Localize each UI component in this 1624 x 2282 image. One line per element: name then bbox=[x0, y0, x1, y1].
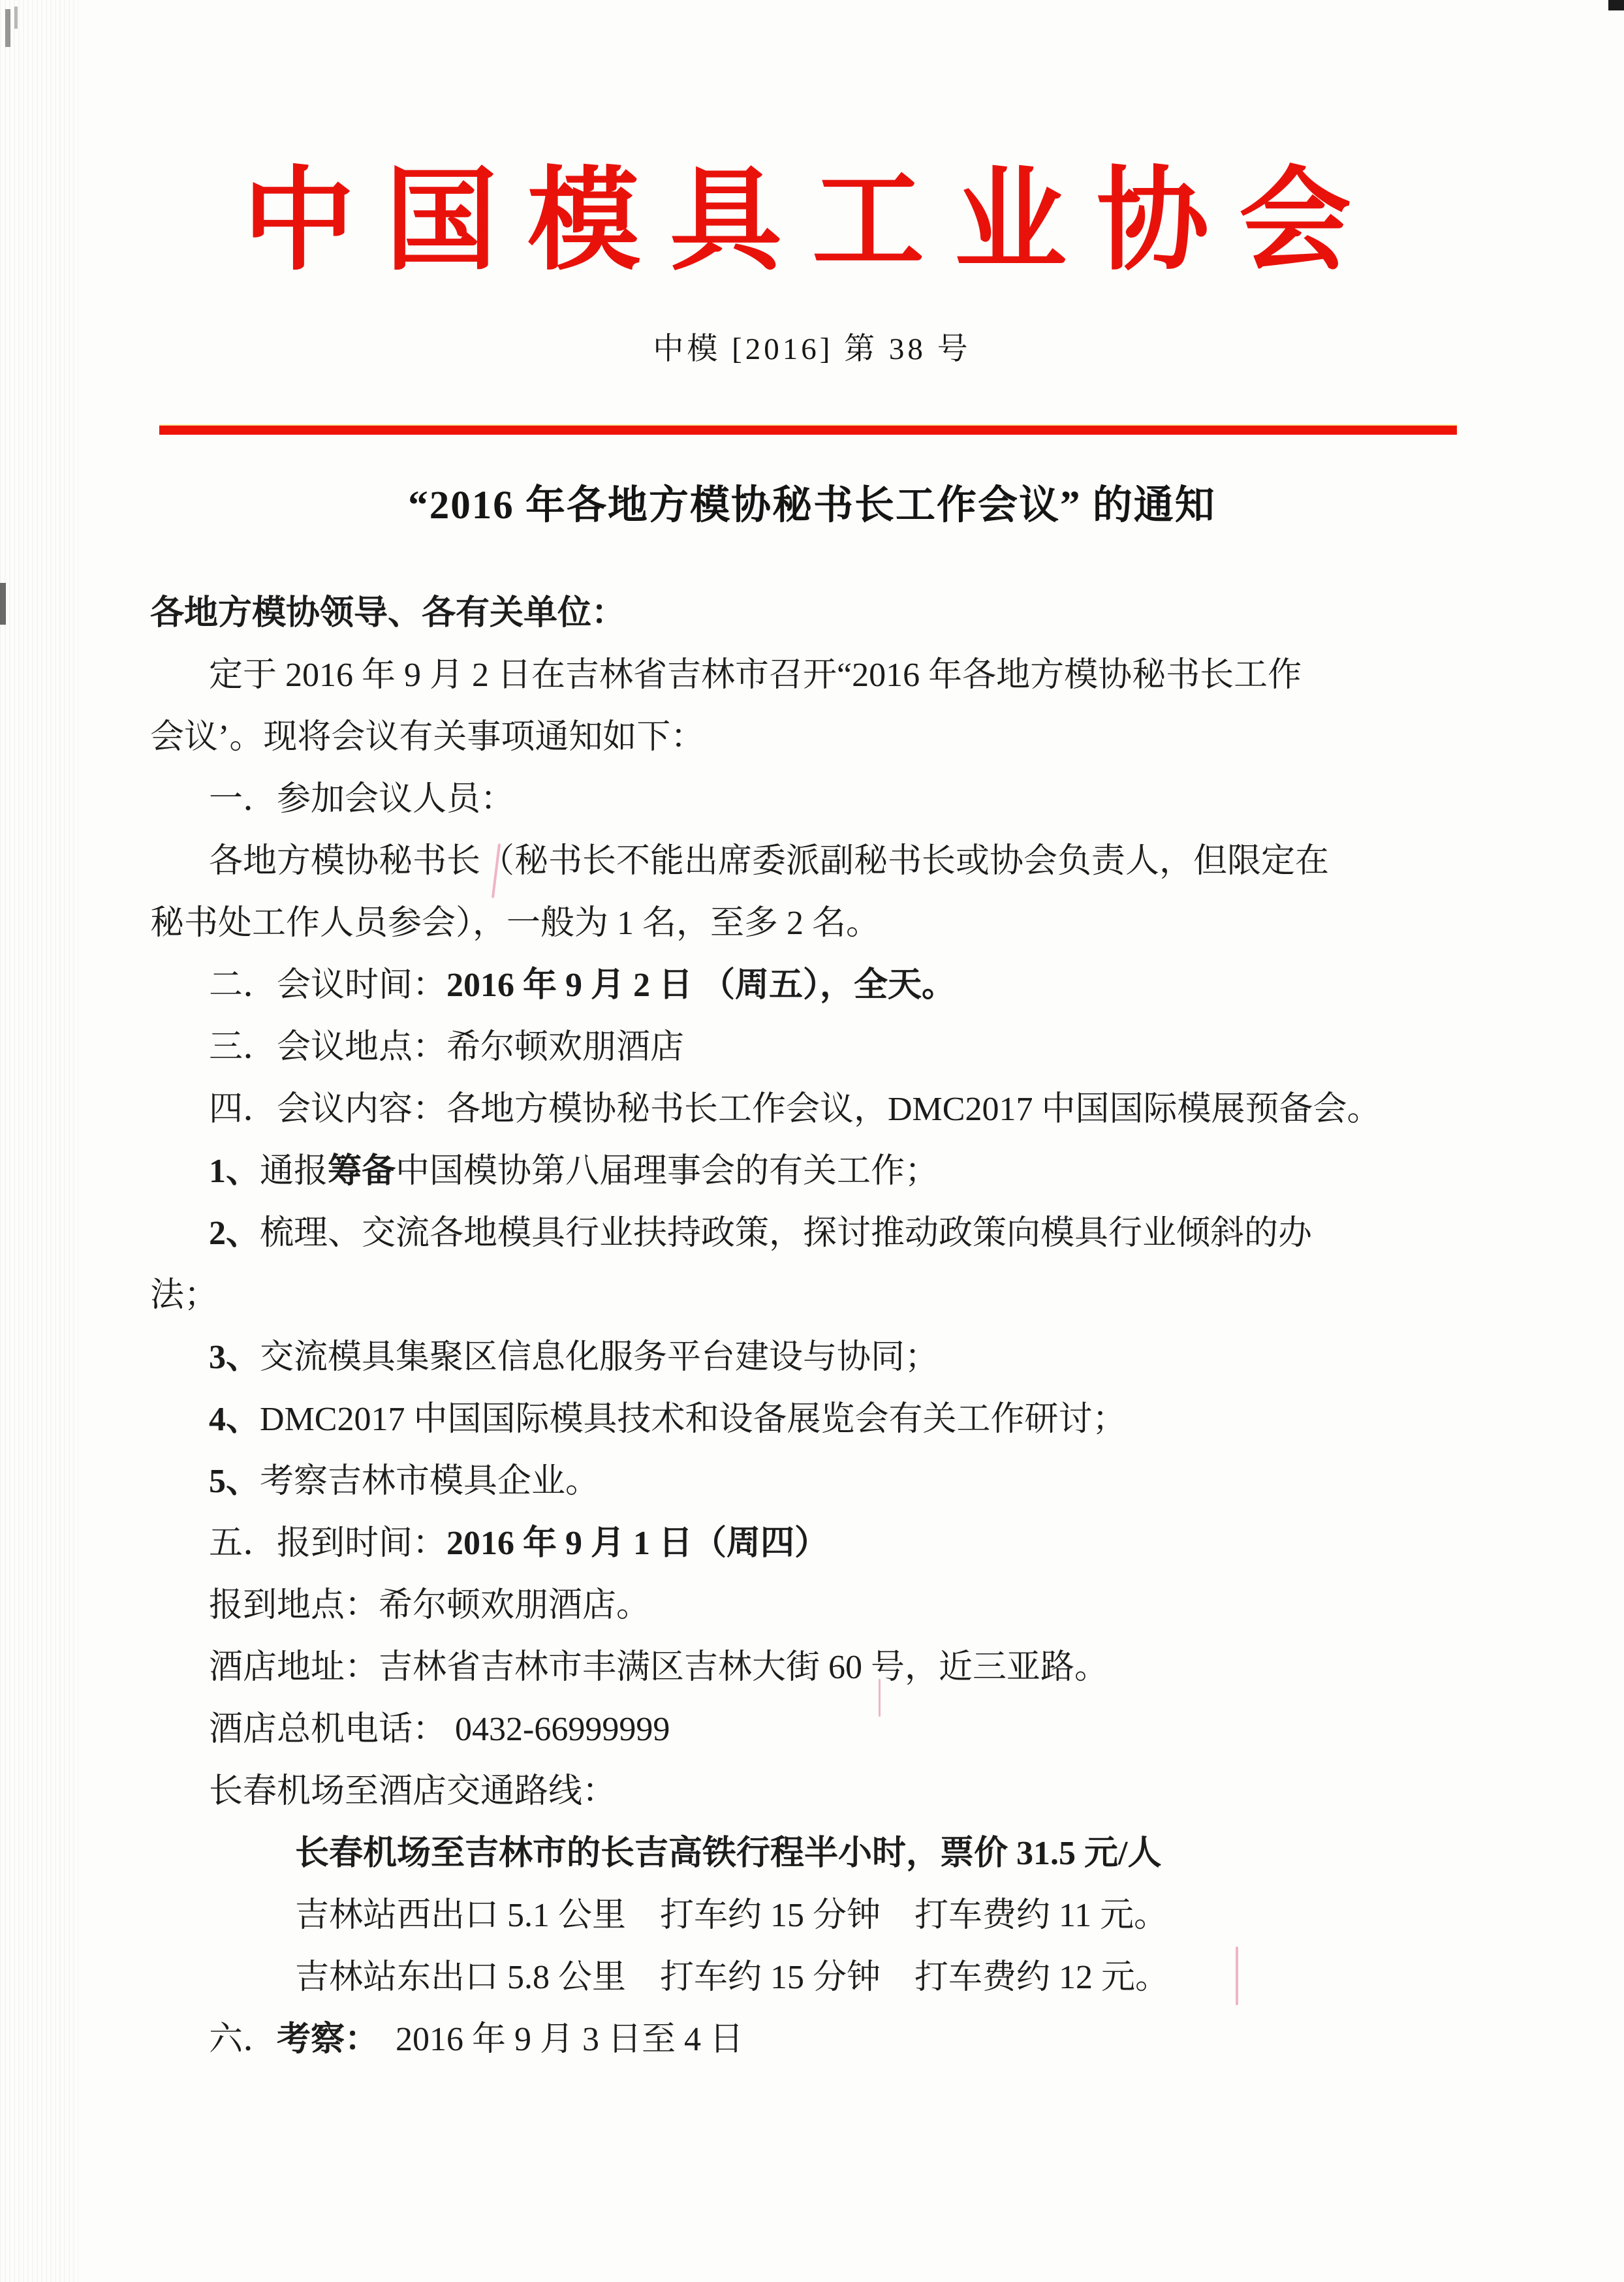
text-run: 梳理、交流各地模具行业扶持政策，探讨推动政策向模具行业倾斜的办 bbox=[260, 1215, 1313, 1252]
agenda-item-4 bbox=[0, 1388, 1624, 1450]
item-1-body-line-1 bbox=[0, 830, 1624, 892]
notice-title: “2016 年各地方模协秘书长工作会议” 的通知 bbox=[408, 484, 1216, 527]
text-run: 四．会议内容：各地方模协秘书长工作会议，DMC2017 中国国际模展预备会。 bbox=[209, 1091, 1381, 1128]
text-run-bold: 2016 年 9 月 2 日 （周五），全天。 bbox=[446, 967, 956, 1004]
text-run-bold: 筹备 bbox=[328, 1153, 396, 1190]
hotel-address-line bbox=[0, 1636, 1624, 1698]
text-run: 酒店总机电话： 0432-66999999 bbox=[209, 1711, 670, 1748]
item-3-meeting-place-line bbox=[0, 1016, 1624, 1078]
opening-paragraph-line-2 bbox=[0, 706, 1624, 768]
opening-paragraph-line-1 bbox=[0, 644, 1624, 706]
text-run: 吉林站西出口 5.1 公里 打车约 15 分钟 打车费约 11 元。 bbox=[295, 1897, 1168, 1934]
list-marker: 5、 bbox=[209, 1463, 260, 1500]
list-marker: 3、 bbox=[209, 1339, 260, 1376]
text-run: 法； bbox=[150, 1277, 219, 1314]
notice-body bbox=[0, 582, 1624, 2071]
hotel-phone-line bbox=[0, 1698, 1624, 1760]
text-run-bold: 2016 年 9 月 1 日（周四） bbox=[446, 1525, 829, 1562]
agenda-item-2-line-1 bbox=[0, 1202, 1624, 1264]
item-4-meeting-content-line bbox=[0, 1078, 1624, 1140]
org-name-heading: 中国模具工业协会 bbox=[243, 160, 1381, 284]
text-run: 三．会议地点：希尔顿欢朋酒店 bbox=[209, 1029, 685, 1066]
agenda-item-5 bbox=[0, 1450, 1624, 1512]
text-run-bold: 考察： bbox=[277, 2021, 362, 2058]
text-run: 各地方模协秘书长（秘书长不能出席委派副秘书长或协会负责人，但限定在 bbox=[209, 843, 1330, 880]
red-divider-line bbox=[159, 426, 1457, 435]
item-2-meeting-time-line bbox=[0, 954, 1624, 1016]
text-run: 报到地点：希尔顿欢朋酒店。 bbox=[209, 1587, 651, 1624]
scan-artifact-mark bbox=[5, 9, 10, 47]
item-5-checkin-time-line bbox=[0, 1512, 1624, 1574]
agenda-item-2-line-2 bbox=[0, 1264, 1624, 1326]
text-run: 定于 2016 年 9 月 2 日在吉林省吉林市召开“2016 年各地方模协秘书长工作 bbox=[209, 657, 1302, 694]
doc-number: 中模 [2016] 第 38 号 bbox=[653, 332, 971, 366]
agenda-item-1 bbox=[0, 1140, 1624, 1202]
transport-taxi-west-line bbox=[0, 1884, 1624, 1946]
text-run: 通报 bbox=[260, 1153, 328, 1190]
list-marker: 4、 bbox=[209, 1401, 260, 1438]
transport-taxi-east-line bbox=[0, 1946, 1624, 2008]
text-run: 交流模具集聚区信息化服务平台建设与协同； bbox=[260, 1339, 939, 1376]
text-run: 二．会议时间： bbox=[209, 967, 447, 1004]
text-run: 2016 年 9 月 3 日至 4 日 bbox=[362, 2021, 744, 2058]
text-run: 六． bbox=[209, 2021, 277, 2058]
transport-route-heading bbox=[0, 1760, 1624, 1822]
checkin-location-line bbox=[0, 1574, 1624, 1636]
scan-artifact-stripes bbox=[0, 0, 78, 2282]
scan-artifact-speck bbox=[1236, 1946, 1238, 2005]
text-run: 吉林站东出口 5.8 公里 打车约 15 分钟 打车费约 12 元。 bbox=[295, 1959, 1170, 1996]
text-run: 长春机场至酒店交通路线： bbox=[209, 1773, 617, 1810]
item-6-inspection-line bbox=[0, 2008, 1624, 2071]
list-marker: 2、 bbox=[209, 1215, 260, 1252]
text-run: 中国模协第八届理事会的有关工作； bbox=[396, 1153, 939, 1190]
text-run: 各地方模协领导、各有关单位： bbox=[150, 595, 626, 632]
agenda-item-3 bbox=[0, 1326, 1624, 1388]
text-run: 酒店地址：吉林省吉林市丰满区吉林大街 60 号，近三亚路。 bbox=[209, 1649, 1109, 1686]
item-1-body-line-2 bbox=[0, 892, 1624, 954]
transport-rail-line bbox=[0, 1822, 1624, 1884]
item-1-heading bbox=[0, 768, 1624, 830]
text-run: 考察吉林市模具企业。 bbox=[260, 1463, 600, 1500]
text-run: 长春机场至吉林市的长吉高铁行程半小时，票价 31.5 元/人 bbox=[295, 1835, 1162, 1872]
scan-artifact-mark bbox=[1608, 0, 1624, 10]
text-run: 秘书处工作人员参会），一般为 1 名，至多 2 名。 bbox=[150, 905, 881, 942]
salutation-line bbox=[0, 582, 1624, 644]
scan-artifact-mark bbox=[14, 7, 18, 29]
text-run: 一．参加会议人员： bbox=[209, 781, 515, 818]
list-marker: 1、 bbox=[209, 1153, 260, 1190]
text-run: 会议’。现将会议有关事项通知如下： bbox=[150, 719, 705, 756]
text-run: 五．报到时间： bbox=[209, 1525, 447, 1562]
scan-artifact-speck bbox=[879, 1679, 881, 1717]
scan-artifact-mark bbox=[0, 583, 6, 625]
text-run: DMC2017 中国国际模具技术和设备展览会有关工作研讨； bbox=[260, 1401, 1127, 1438]
